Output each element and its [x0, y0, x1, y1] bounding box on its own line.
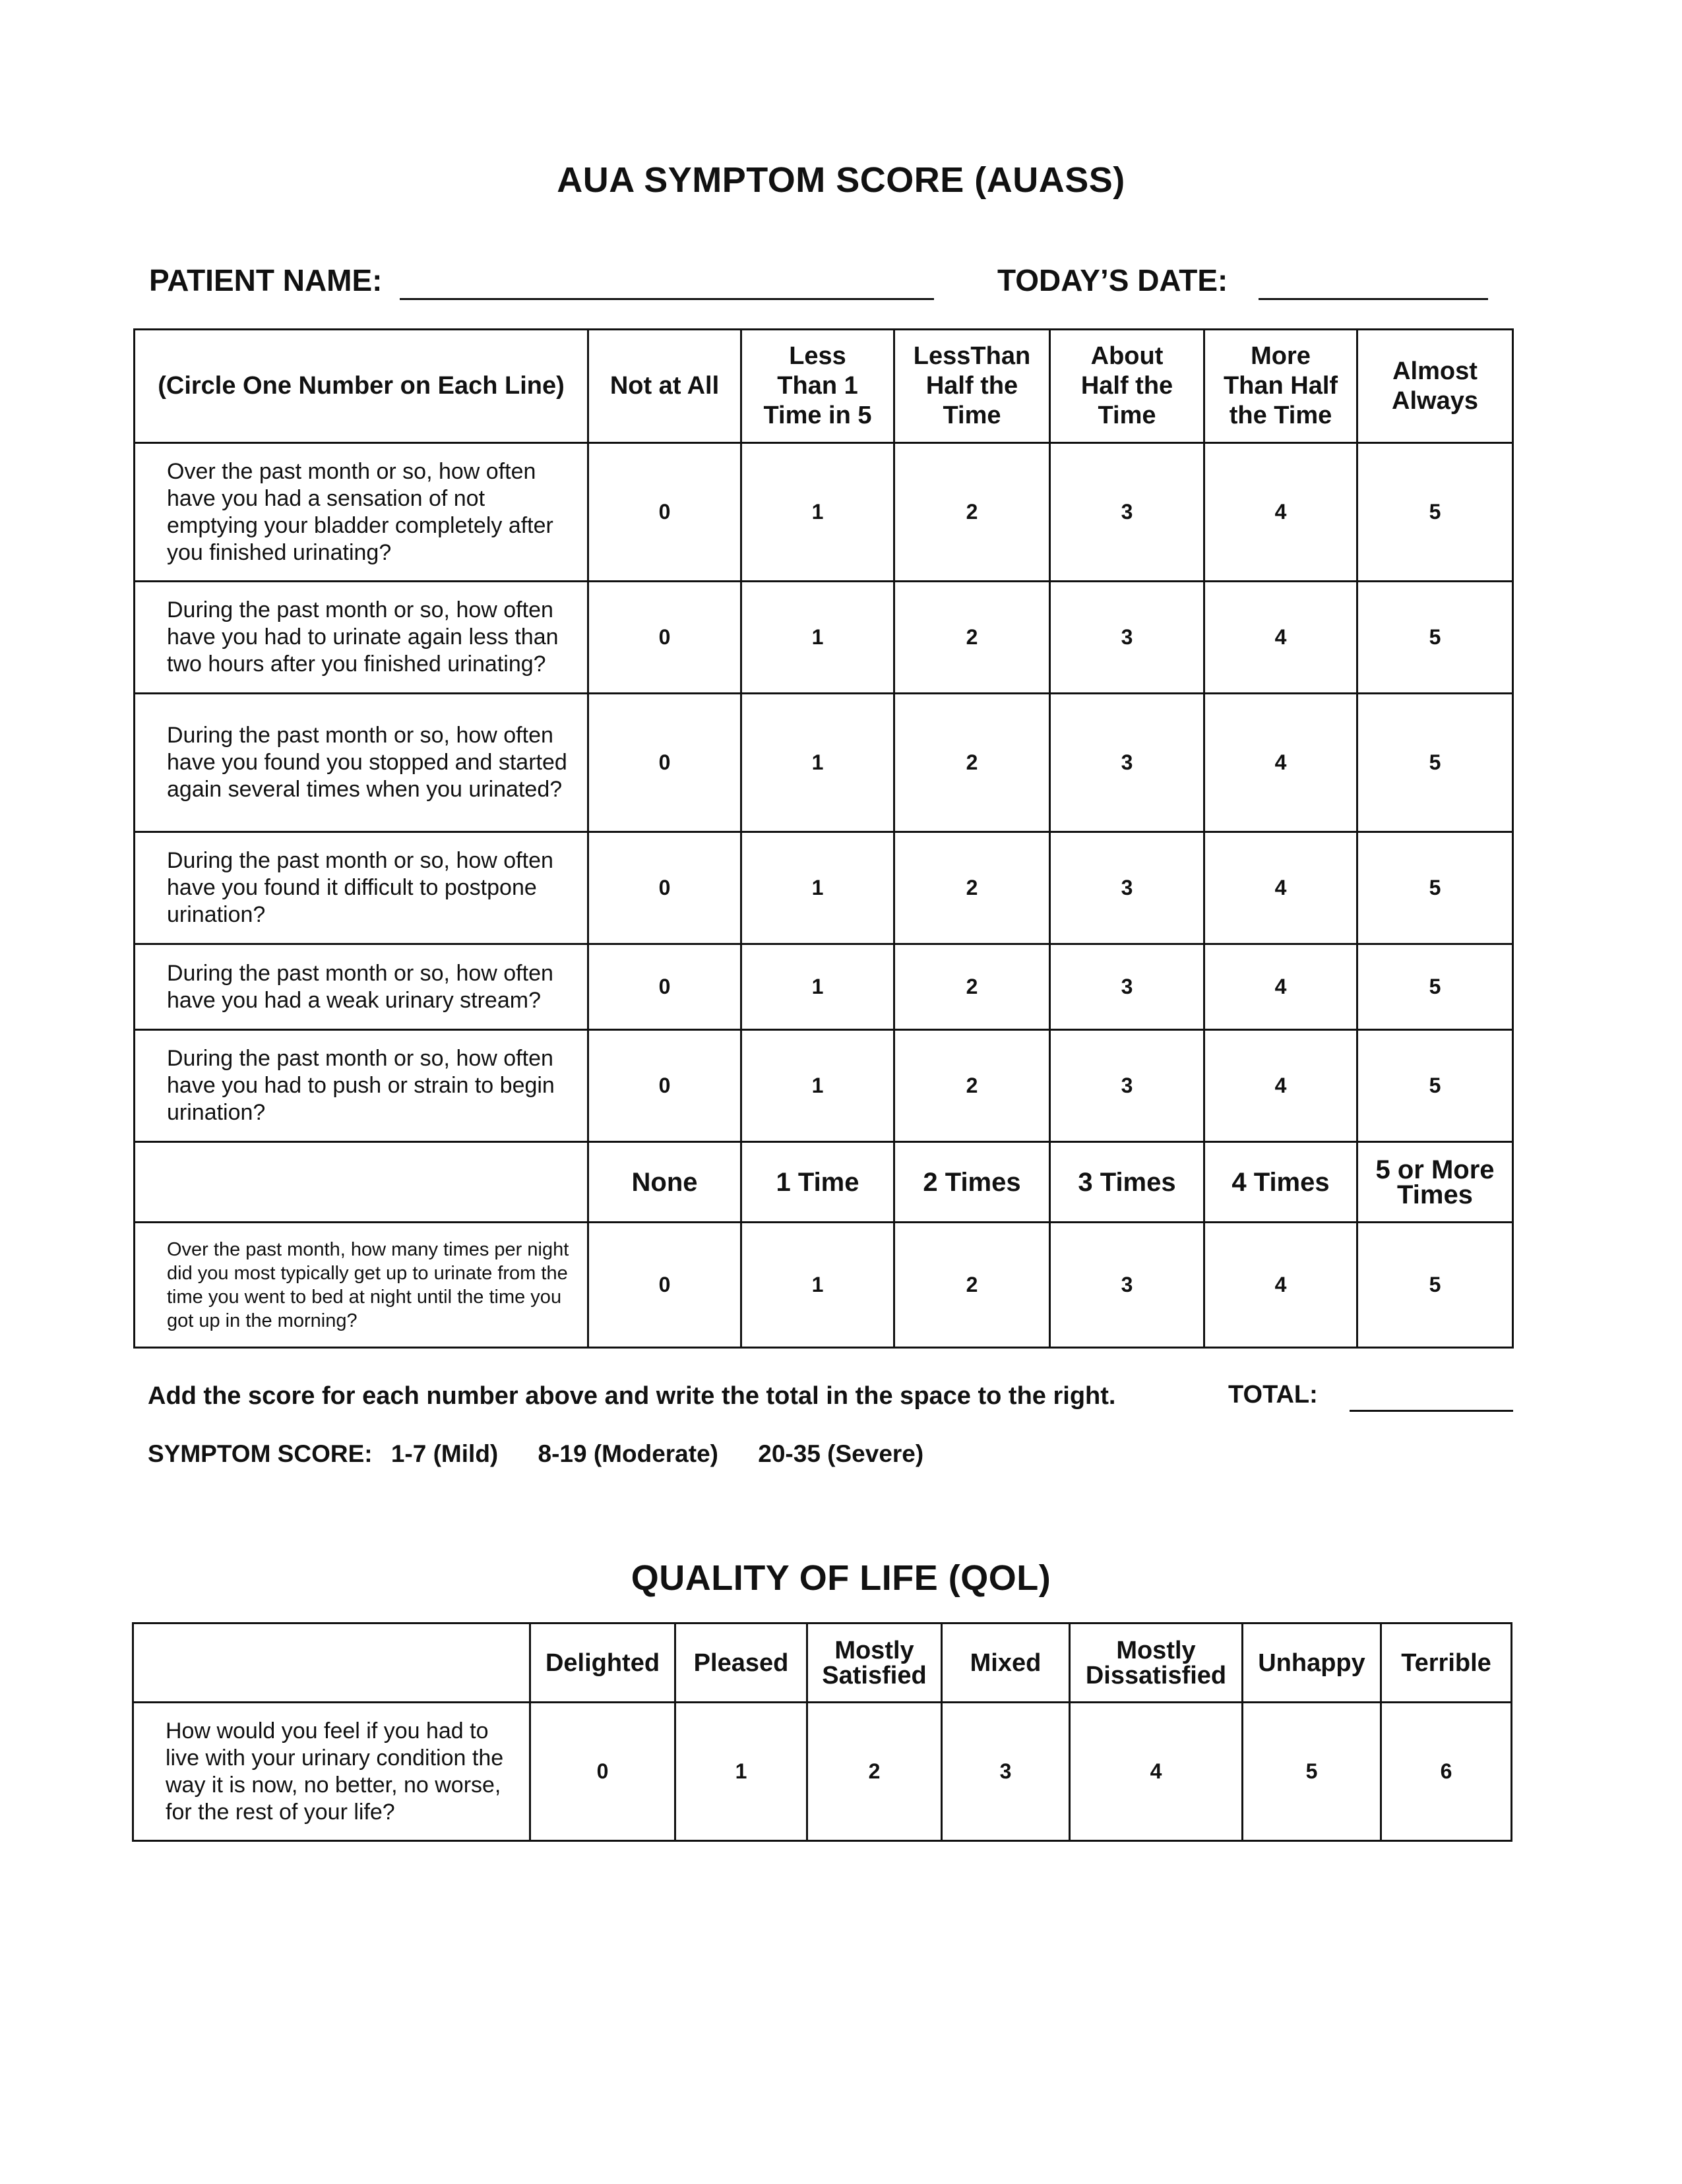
- qol-column-header: Mostly Satisfied: [807, 1623, 942, 1703]
- frequency-header: 5 or More Times: [1357, 1142, 1513, 1223]
- score-option[interactable]: 4: [1204, 832, 1357, 944]
- score-option[interactable]: 3: [1050, 1030, 1204, 1142]
- column-header: Less Than 1 Time in 5: [741, 330, 894, 443]
- score-option[interactable]: 0: [588, 443, 741, 582]
- question-text: Over the past month or so, how often have you had a sensation of not emptying your bladder completely after you finished urinating?: [135, 443, 588, 582]
- score-option[interactable]: 5: [1357, 1223, 1513, 1348]
- qol-header-row: [133, 1623, 1512, 1703]
- question-text: During the past month or so, how often have you had a weak urinary stream?: [135, 944, 588, 1030]
- score-option[interactable]: 2: [894, 582, 1050, 694]
- score-range-severe: 20-35 (Severe): [758, 1440, 924, 1467]
- todays-date-field[interactable]: [1259, 298, 1488, 300]
- column-header: About Half the Time: [1050, 330, 1204, 443]
- qol-table: [132, 1622, 1512, 1842]
- score-option[interactable]: 0: [530, 1703, 675, 1841]
- qol-column-header: Mixed: [942, 1623, 1070, 1703]
- qol-column-header: Unhappy: [1243, 1623, 1381, 1703]
- score-option[interactable]: 5: [1243, 1703, 1381, 1841]
- score-option[interactable]: 4: [1204, 1030, 1357, 1142]
- question-text: During the past month or so, how often have you found you stopped and started again several times when you urinated?: [135, 694, 588, 832]
- symptom-score-label: SYMPTOM SCORE:: [148, 1440, 373, 1467]
- score-option[interactable]: 0: [588, 1223, 741, 1348]
- score-option[interactable]: 5: [1357, 1030, 1513, 1142]
- score-option[interactable]: 1: [675, 1703, 807, 1841]
- total-field[interactable]: [1350, 1410, 1513, 1412]
- score-option[interactable]: 5: [1357, 582, 1513, 694]
- form-title: AUA SYMPTOM SCORE (AUASS): [557, 160, 1125, 200]
- score-option[interactable]: 4: [1204, 1223, 1357, 1348]
- score-option[interactable]: 3: [1050, 944, 1204, 1030]
- score-option[interactable]: 1: [741, 944, 894, 1030]
- score-option[interactable]: 6: [1381, 1703, 1512, 1841]
- total-instruction: Add the score for each number above and write the total in the space to the right.: [148, 1382, 1116, 1410]
- score-option[interactable]: 1: [741, 832, 894, 944]
- frequency-header: 2 Times: [894, 1142, 1050, 1223]
- question-row: [135, 582, 1513, 694]
- empty-cell: [133, 1623, 530, 1703]
- score-option[interactable]: 3: [1050, 443, 1204, 582]
- todays-date-label: TODAY’S DATE:: [997, 263, 1228, 297]
- score-option[interactable]: 4: [1204, 443, 1357, 582]
- frequency-header-row: [135, 1142, 1513, 1223]
- score-option[interactable]: 1: [741, 582, 894, 694]
- score-option[interactable]: 1: [741, 1223, 894, 1348]
- score-option[interactable]: 2: [894, 694, 1050, 832]
- instruction-cell: (Circle One Number on Each Line): [135, 330, 588, 443]
- score-option[interactable]: 2: [807, 1703, 942, 1841]
- score-option[interactable]: 2: [894, 832, 1050, 944]
- score-option[interactable]: 5: [1357, 443, 1513, 582]
- score-option[interactable]: 3: [942, 1703, 1070, 1841]
- score-option[interactable]: 2: [894, 443, 1050, 582]
- score-option[interactable]: 3: [1050, 1223, 1204, 1348]
- column-header: More Than Half the Time: [1204, 330, 1357, 443]
- qol-question-text: How would you feel if you had to live with your urinary condition the way it is now, no better, no worse, for the rest of your life?: [133, 1703, 530, 1841]
- question-text: During the past month or so, how often have you found it difficult to postpone urination?: [135, 832, 588, 944]
- score-option[interactable]: 4: [1204, 694, 1357, 832]
- score-range-mild: 1-7 (Mild): [390, 1440, 499, 1467]
- frequency-header: 4 Times: [1204, 1142, 1357, 1223]
- score-range-moderate: 8-19 (Moderate): [538, 1440, 718, 1467]
- question-text: Over the past month, how many times per night did you most typically get up to urinate from the time you went to bed at night until the time you got up in the morning?: [135, 1223, 588, 1348]
- score-option[interactable]: 3: [1050, 832, 1204, 944]
- qol-column-header: Pleased: [675, 1623, 807, 1703]
- question-row: [135, 832, 1513, 944]
- score-option[interactable]: 2: [894, 1223, 1050, 1348]
- column-header: Not at All: [588, 330, 741, 443]
- qol-column-header: Terrible: [1381, 1623, 1512, 1703]
- score-option[interactable]: 5: [1357, 832, 1513, 944]
- score-option[interactable]: 0: [588, 1030, 741, 1142]
- empty-cell: [135, 1142, 588, 1223]
- frequency-header: 1 Time: [741, 1142, 894, 1223]
- score-option[interactable]: 0: [588, 582, 741, 694]
- qol-column-header: Mostly Dissatisfied: [1070, 1623, 1243, 1703]
- score-option[interactable]: 4: [1070, 1703, 1243, 1841]
- symptom-score-legend: [148, 1440, 923, 1468]
- symptom-header-row: [135, 330, 1513, 443]
- column-header: LessThan Half the Time: [894, 330, 1050, 443]
- score-option[interactable]: 1: [741, 694, 894, 832]
- total-label: TOTAL:: [1228, 1381, 1318, 1409]
- score-option[interactable]: 2: [894, 944, 1050, 1030]
- score-option[interactable]: 1: [741, 1030, 894, 1142]
- column-header: Almost Always: [1357, 330, 1513, 443]
- question-text: During the past month or so, how often have you had to urinate again less than two hours after you finished urinating?: [135, 582, 588, 694]
- frequency-header: 3 Times: [1050, 1142, 1204, 1223]
- score-option[interactable]: 5: [1357, 944, 1513, 1030]
- score-option[interactable]: 3: [1050, 582, 1204, 694]
- patient-name-field[interactable]: [400, 298, 934, 300]
- qol-column-header: Delighted: [530, 1623, 675, 1703]
- score-option[interactable]: 4: [1204, 944, 1357, 1030]
- score-option[interactable]: 0: [588, 944, 741, 1030]
- score-option[interactable]: 1: [741, 443, 894, 582]
- score-option[interactable]: 0: [588, 832, 741, 944]
- score-option[interactable]: 3: [1050, 694, 1204, 832]
- qol-question-row: [133, 1703, 1512, 1841]
- score-option[interactable]: 5: [1357, 694, 1513, 832]
- qol-title: QUALITY OF LIFE (QOL): [631, 1558, 1051, 1598]
- question-row: [135, 694, 1513, 832]
- question-row: [135, 1030, 1513, 1142]
- nocturia-row: [135, 1223, 1513, 1348]
- symptom-table: [133, 328, 1514, 1349]
- question-row: [135, 443, 1513, 582]
- frequency-header: None: [588, 1142, 741, 1223]
- score-option[interactable]: 0: [588, 694, 741, 832]
- question-row: [135, 944, 1513, 1030]
- patient-name-label: PATIENT NAME:: [149, 263, 383, 297]
- score-option[interactable]: 2: [894, 1030, 1050, 1142]
- question-text: During the past month or so, how often have you had to push or strain to begin urination?: [135, 1030, 588, 1142]
- score-option[interactable]: 4: [1204, 582, 1357, 694]
